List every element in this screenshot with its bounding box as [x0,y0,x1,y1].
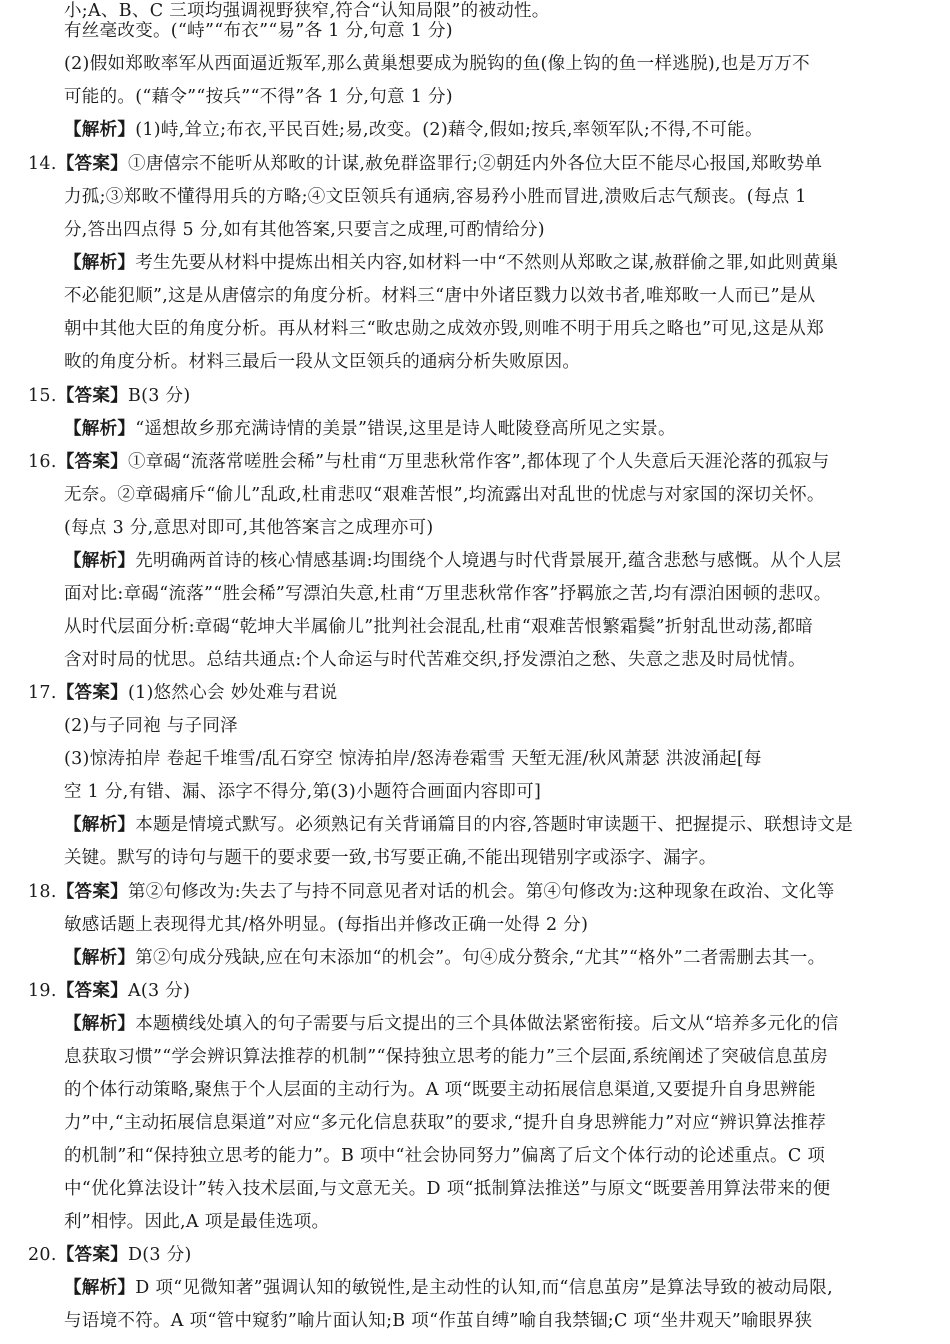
line-text: D 项“见微知著”强调认知的敏锐性,是主动性的认知,而“信息茧房”是算法导致的被动局限, [135,1278,833,1298]
text-line [64,1211,329,1233]
section-label: 【答案】 [56,386,128,406]
line-text: 的个体行动策略,聚焦于个人层面的主动行为。A 项“既要主动拓展信息渠道,又要提升自身思辨能 [64,1080,816,1100]
text-line [64,1178,831,1200]
line-text: 关键。默写的诗句与题干的要求要一致,书写要正确,不能出现错别字或添字、漏字。 [64,848,717,868]
text-line [64,649,806,671]
line-text: A(3 分) [127,981,191,1001]
line-text: 从时代层面分析:章碣“乾坤大半属偷儿”批判社会混乱,杜甫“艰难苦恨繁霜鬓”折射乱世动荡,都暗 [64,617,814,637]
text-line [28,385,190,407]
line-text: (2)假如郑畋率军从西面逼近叛军,那么黄巢想要成为脱钩的鱼(像上钩的鱼一样逃脱),也是万万不 [64,54,810,74]
text-line [64,914,588,936]
line-text: 分,答出四点得 5 分,如有其他答案,只要言之成理,可酌情给分) [64,220,545,240]
section-label: 【解析】 [64,948,136,968]
text-line [64,0,550,22]
text-line [64,1013,839,1035]
section-label: 【答案】 [56,452,128,472]
line-text: “遥想故乡那充满诗情的美景”错误,这里是诗人毗陵登高所见之实景。 [135,419,676,439]
line-text: 本题是情境式默写。必须熟记有关背诵篇目的内容,答题时审读题干、把握提示、联想诗文是 [135,815,854,835]
line-text: (每点 3 分,意思对即可,其他答案言之成理亦可) [64,518,434,538]
text-line [64,616,813,638]
text-line [64,715,238,737]
text-line [28,451,829,473]
text-line [64,947,825,969]
text-line [64,285,815,307]
text-line [28,980,190,1002]
line-text: 畋的角度分析。材料三最后一段从文臣领兵的通病分析失败原因。 [64,352,581,372]
text-line [64,219,545,241]
text-line [64,1277,833,1299]
line-text: 小;A、B、C 三项均强调视野狭窄,符合“认知局限”的被动性。 [64,1,550,21]
text-line [64,351,580,373]
text-line [64,1145,825,1167]
text-line [64,748,762,770]
question-number: 15. [28,386,57,406]
section-label: 【解析】 [64,1014,136,1034]
line-text: 第②句修改为:失去了与持不同意见者对话的机会。第④句修改为:这种现象在政治、文化等 [127,882,835,902]
line-text: 力孤;③郑畋不懂得用兵的方略;④文臣领兵有通病,容易矜小胜而冒进,溃败后志气颓丧。(每点 1 [64,187,807,207]
section-label: 【解析】 [64,419,136,439]
text-line [28,153,822,175]
line-text: (1)悠然心会 妙处难与君说 [127,683,338,703]
line-text: 与语境不符。A 项“管中窥豹”喻片面认知;B 项“作茧自缚”喻自我禁锢;C 项“坐井观天”喻眼界狭 [64,1311,813,1331]
text-line [64,119,763,141]
section-label: 【答案】 [56,1245,128,1265]
text-line [64,1079,816,1101]
text-line [64,781,541,803]
line-text: 息获取习惯”“学会辨识算法推荐的机制”“保持独立思考的能力”三个层面,系统阐述了突破信息茧房 [64,1047,829,1067]
section-label: 【解析】 [64,551,136,571]
question-number: 19. [28,981,57,1001]
line-text: D(3 分) [127,1245,192,1265]
text-line [64,418,676,440]
text-line [64,1112,826,1134]
text-line [64,20,453,42]
text-line [64,484,825,506]
question-number: 16. [28,452,57,472]
section-label: 【解析】 [64,253,136,273]
section-label: 【答案】 [56,882,128,902]
section-label: 【解析】 [64,1278,136,1298]
text-line [64,517,434,539]
line-text: 朝中其他大臣的角度分析。再从材料三“畋忠勋之成效亦毁,则唯不明于用兵之略也”可见,这是从郑 [64,319,825,339]
line-text: (1)峙,耸立;布衣,平民百姓;易,改变。(2)藉令,假如;按兵,率领军队;不得,不可能。 [135,120,763,140]
section-label: 【解析】 [64,120,136,140]
line-text: 中“优化算法设计”转入技术层面,与文意无关。D 项“抵制算法推送”与原文“既要善用算法带来的便 [64,1179,831,1199]
line-text: 含对时局的忧思。总结共通点:个人命运与时代苦难交织,抒发漂泊之愁、失意之悲及时局忧情。 [64,650,806,670]
question-number: 18. [28,882,57,902]
line-text: 面对比:章碣“流落”“胜会稀”写漂泊失意,杜甫“万里悲秋常作客”抒羁旅之苦,均有漂泊困顿的悲叹。 [64,584,832,604]
line-text: 无奈。②章碣痛斥“偷儿”乱政,杜甫悲叹“艰难苦恨”,均流露出对乱世的忧虑与对家国的深切关怀。 [64,485,825,505]
line-text: B(3 分) [127,386,191,406]
line-text: 力”中,“主动拓展信息渠道”对应“多元化信息获取”的要求,“提升自身思辨能力”对应“辨识算法推荐 [64,1113,827,1133]
line-text: 的机制”和“保持独立思考的能力”。B 项中“社会协同努力”偏离了后文个体行动的论述重点。C 项 [64,1146,826,1166]
text-line [28,682,338,704]
line-text: 不必能犯顺”,这是从唐僖宗的角度分析。材料三“唐中外诸臣戮力以效书者,唯郑畋一人而已”是从 [64,286,816,306]
text-line [64,1310,812,1332]
line-text: 先明确两首诗的核心情感基调:均围绕个人境遇与时代背景展开,蕴含悲愁与感慨。从个人层 [135,551,842,571]
line-text: (3)惊涛拍岸 卷起千堆雪/乱石穿空 惊涛拍岸/怒涛卷霜雪 天堑无涯/秋风萧瑟 洪波涌起[每 [64,749,762,769]
line-text: 敏感话题上表现得尤其/格外明显。(每指出并修改正确一处得 2 分) [64,915,589,935]
section-label: 【解析】 [64,815,136,835]
question-number: 20. [28,1245,57,1265]
line-text: 本题横线处填入的句子需要与后文提出的三个具体做法紧密衔接。后文从“培养多元化的信 [135,1014,839,1034]
line-text: 可能的。(“藉令”“按兵”“不得”各 1 分,句意 1 分) [64,87,453,107]
line-text: ①唐僖宗不能听从郑畋的计谋,赦免群盗罪行;②朝廷内外各位大臣不能尽心报国,郑畋势单 [127,154,823,174]
text-line [64,318,824,340]
line-text: ①章碣“流落常嗟胜会稀”与杜甫“万里悲秋常作客”,都体现了个人失意后天涯沦落的孤寂与 [127,452,830,472]
line-text: 有丝毫改变。(“峙”“布衣”“易”各 1 分,句意 1 分) [64,21,453,41]
question-number: 17. [28,683,57,703]
line-text: 空 1 分,有错、漏、添字不得分,第(3)小题符合画面内容即可] [64,782,542,802]
text-line [64,86,453,108]
question-number: 14. [28,154,57,174]
text-line [64,186,807,208]
text-line [64,847,717,869]
text-line [64,252,838,274]
section-label: 【答案】 [56,683,128,703]
text-line [28,881,835,903]
text-line [64,583,832,605]
text-line [28,1244,192,1266]
line-text: 第②句成分残缺,应在句末添加“的机会”。句④成分赘余,“尤其”“格外”二者需删去其一。 [135,948,826,968]
text-line [64,550,841,572]
text-line [64,814,853,836]
line-text: (2)与子同袍 与子同泽 [64,716,238,736]
section-label: 【答案】 [56,981,128,1001]
line-text: 利”相悖。因此,A 项是最佳选项。 [64,1212,330,1232]
text-line [64,53,810,75]
line-text: 考生先要从材料中提炼出相关内容,如材料一中“不然则从郑畋之谋,赦群偷之罪,如此则黄巢 [135,253,839,273]
section-label: 【答案】 [56,154,128,174]
text-line [64,1046,828,1068]
